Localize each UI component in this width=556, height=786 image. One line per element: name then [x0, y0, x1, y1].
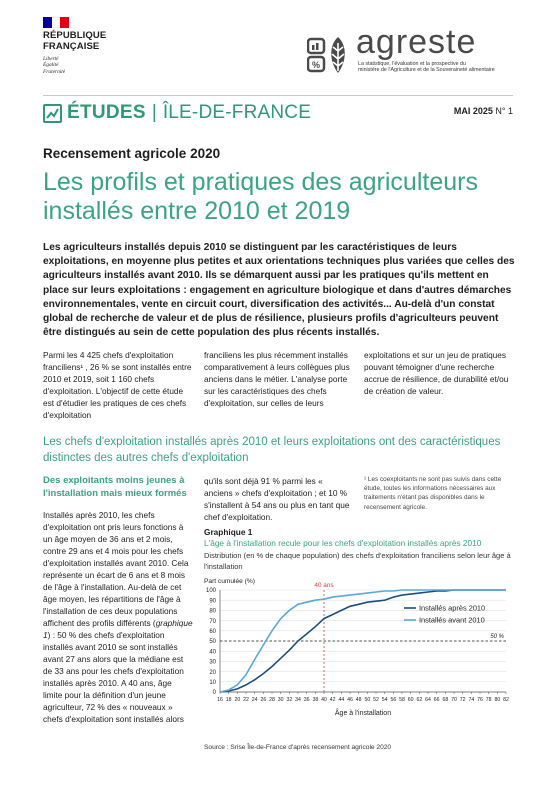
- x-tick-label: 30: [277, 697, 284, 703]
- x-tick-label: 74: [468, 697, 475, 703]
- y-tick-label: 10: [209, 680, 216, 686]
- figure-label: Graphique 1: [204, 527, 253, 537]
- x-tick-label: 56: [390, 697, 397, 703]
- graphique-reference-link[interactable]: graphique 1: [43, 618, 193, 640]
- x-tick-label: 46: [347, 697, 353, 703]
- footnote: ¹ Les coexploitants ne sont pas suivis dans cette étude, toutes les informations nécessaires aux traitements n'étant pas disponibles dans le recensement agricole.: [364, 476, 502, 511]
- y-tick-label: 20: [209, 669, 216, 676]
- y-tick-label: 70: [209, 618, 216, 625]
- x-tick-label: 38: [312, 697, 319, 703]
- y-tick-label: 30: [209, 659, 216, 666]
- y-tick-label: 40: [209, 649, 216, 656]
- republique-line-1: RÉPUBLIQUE: [43, 30, 107, 41]
- series-name: ÉTUDES: [67, 102, 146, 123]
- x-tick-label: 76: [477, 697, 483, 703]
- article-kicker: Recensement agricole 2020: [43, 146, 221, 161]
- figure-description: Distribution (en % de chaque population) des chefs d'exploitation franciliens selon leur âge à l'installation: [204, 551, 511, 571]
- devise: [43, 56, 65, 75]
- issue-info: [454, 106, 513, 116]
- issue-date: MAI 2025: [453, 106, 493, 116]
- x-tick-label: 48: [355, 697, 362, 703]
- x-tick-label: 18: [225, 697, 232, 703]
- series-banner: [43, 101, 311, 125]
- intro-column-3: exploitations et sur un jeu de pratiques pouvant témoigner d'une recherche accrue de résilience, de durabilité et/ou de création de valeur.: [364, 350, 509, 396]
- page-header: [0, 0, 556, 95]
- agreste-tagline-1: La statistique, l'évaluation et la prospective du: [358, 61, 466, 67]
- devise-egalite: Égalité: [43, 62, 59, 69]
- article-title: Les profils et pratiques des agriculteurs installés entre 2010 et 2019: [43, 168, 478, 225]
- legend-label: Installés avant 2010: [419, 615, 485, 625]
- section-title: Les chefs d'exploitation installés après 2010 et leurs exploitations ont des caractéristiques distinctes des autres chefs d'exploitation: [43, 436, 501, 464]
- chart-trend-icon: [43, 104, 62, 123]
- x-tick-label: 54: [381, 697, 388, 703]
- y-tick-label: 60: [209, 629, 216, 635]
- y-tick-label: 0: [212, 690, 216, 697]
- body-column-1-part-a: Installés après 2010, les chefs d'exploitation ont pris leurs fonctions à un âge moyen de 36 ans et 2 mois, contre 29 ans et 4 mois pour les chefs d'exploitation installés avant 2010. Cela représente un écart de 6 ans et 8 mois de l'âge à l'installation. Au-delà de cet âge moyen, les répartitions de l'âge à l'installation de ces deux populations affichent des profils différents (: [43, 510, 189, 628]
- y-tick-label: 50: [209, 639, 216, 646]
- x-tick-label: 32: [286, 697, 293, 703]
- x-tick-label: 72: [459, 697, 466, 703]
- issue-number: N° 1: [495, 106, 513, 116]
- figure-source: Source : Srise Île-de-France d'après recensement agricole 2020: [204, 744, 392, 751]
- figure-title: L'âge à l'installation recule pour les chefs d'exploitation installés après 2010: [204, 538, 482, 548]
- republique-line-2: FRANÇAISE: [43, 40, 100, 52]
- intro-column-2: franciliens les plus récemment installés comparativement à leurs collègues plus anciens dans le métier. L'analyse porte sur les caractéristiques des chefs d'exploitation, sur celles de leurs: [204, 350, 350, 408]
- age-distribution-chart: [200, 574, 518, 744]
- agreste-tagline: [358, 61, 495, 74]
- x-tick-label: 52: [373, 697, 379, 703]
- subsection-title: Des exploitants moins jeunes à l'installation mais mieux formés: [43, 475, 187, 499]
- header-divider: [43, 95, 513, 96]
- x-tick-label: 82: [503, 697, 509, 703]
- series-separator: |: [151, 102, 157, 123]
- x-tick-label: 78: [485, 697, 492, 703]
- republique-francaise-logo: [43, 31, 106, 52]
- svg-text:%: %: [311, 60, 321, 70]
- y-tick-label: 100: [205, 588, 216, 595]
- x-tick-label: 28: [269, 697, 275, 703]
- x-tick-label: 44: [338, 697, 345, 703]
- x-tick-label: 20: [234, 697, 241, 703]
- reference-label-40-ans: 40 ans: [314, 582, 334, 589]
- x-tick-label: 70: [451, 697, 457, 703]
- body-column-2: qu'ils sont déjà 91 % parmi les « anciens » chefs d'exploitation ; et 10 % s'installent à 54 ans ou plus en tant que chef d'exploitation.: [204, 476, 350, 522]
- x-tick-label: 36: [303, 697, 310, 703]
- legend-label: Installés après 2010: [419, 603, 486, 613]
- x-tick-label: 60: [407, 697, 414, 703]
- x-tick-label: 68: [442, 697, 449, 703]
- x-tick-label: 42: [329, 697, 336, 703]
- x-tick-label: 62: [416, 697, 423, 703]
- reference-label-50-pct: 50 %: [490, 634, 504, 640]
- x-tick-label: 80: [494, 697, 501, 703]
- agreste-leaf-icon: [307, 33, 351, 77]
- x-axis-label: Âge à l'installation: [334, 710, 392, 717]
- x-tick-label: 64: [425, 697, 431, 703]
- region-name: ÎLE-DE-FRANCE: [162, 102, 312, 123]
- french-flag-icon: [43, 17, 69, 28]
- x-tick-label: 24: [251, 697, 258, 703]
- body-column-1: [43, 509, 193, 725]
- x-tick-label: 66: [433, 697, 440, 703]
- y-axis-label: Part cumulée (%): [204, 578, 255, 585]
- y-tick-label: 80: [209, 608, 216, 615]
- x-tick-label: 22: [243, 697, 249, 703]
- agreste-brand: agreste: [356, 23, 477, 61]
- intro-column-1: Parmi les 4 425 chefs d'exploitation franciliens¹ , 26 % se sont installés entre 2010 et 2019, soit 1 160 chefs d'exploitation. L'objectif de cette étude est d'étudier les pratiques de ces chefs d'exploitation: [43, 350, 192, 420]
- x-tick-label: 26: [260, 697, 267, 703]
- chart-canvas: [200, 574, 518, 744]
- y-tick-label: 90: [209, 598, 216, 605]
- body-column-1-part-b: ) : 50 % des chefs d'exploitation installés avant 2010 se sont installés avant 27 ans alors que la médiane est de 33 ans pour les chefs d'exploitation installés après 2010. A 40 ans, âge limite pour la définition d'un jeune agriculteur, 72 % des « nouveaux » chefs d'exploitation sont installés alors: [43, 630, 184, 724]
- agreste-tagline-2: ministère de l'Agriculture et de la Souveraineté alimentaire: [358, 67, 495, 74]
- x-tick-label: 16: [217, 697, 223, 703]
- x-tick-label: 58: [399, 697, 405, 703]
- devise-fraternite: Fraternité: [43, 68, 66, 75]
- devise-liberte: Liberté: [43, 56, 59, 62]
- x-tick-label: 40: [321, 697, 327, 703]
- x-tick-label: 50: [364, 697, 371, 703]
- x-tick-label: 34: [295, 697, 301, 703]
- article-lead: Les agriculteurs installés depuis 2010 se distinguent par les caractéristiques de leurs exploitations, en moyenne plus petites et aux orientations techniques plus variées que celles des agriculteurs installés avant 2010. Ils se démarquent aussi par les pratiques qu'ils mettent en place sur leurs exploitations : engagement en agriculture biologique et dans d'autres démarches environnementales, vente en circuit court, diversification des activités... Au-delà d'un constat global de recherche de valeur et de plus de résilience, plusieurs profils d'agriculteurs peuvent être distingués au sein de cette population des plus récents installés.: [43, 242, 515, 339]
